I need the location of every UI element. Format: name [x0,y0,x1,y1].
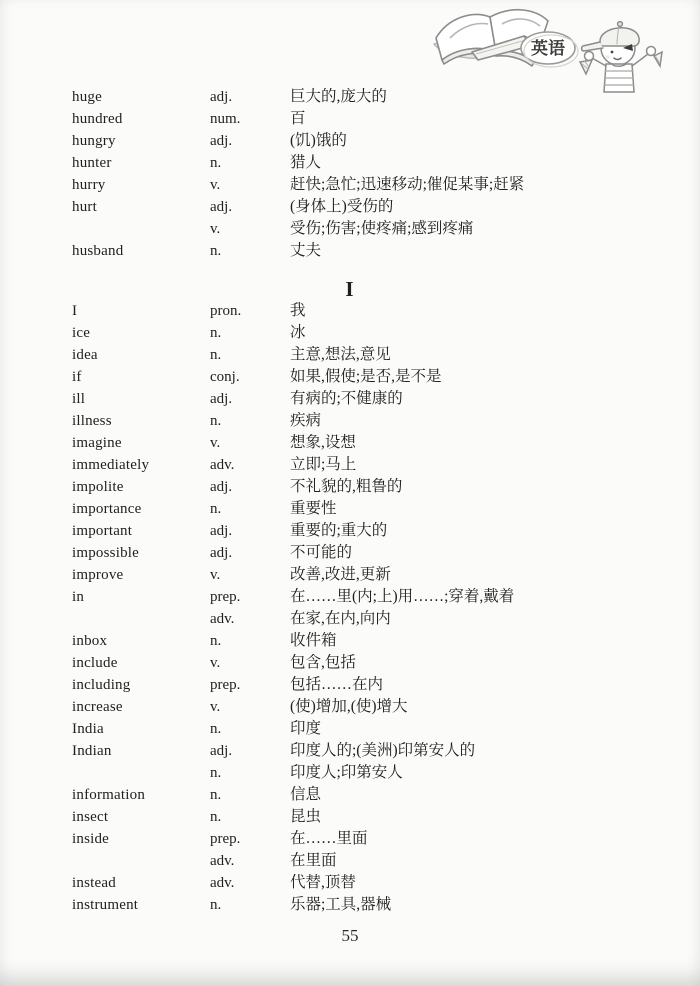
entry-definition: 在家,在内,向内 [290,610,391,627]
entry-definition: 疾病 [290,412,322,429]
entry-definition: 猎人 [290,154,322,171]
vocab-entry-row [0,432,700,454]
entry-definition: 改善,改进,更新 [290,566,391,583]
entry-word: increase [72,699,123,715]
vocab-entry-row [0,86,700,108]
entry-word: information [72,787,146,803]
entry-word: imagine [72,435,122,451]
entry-pos: prep. [210,831,241,847]
entry-word: ice [72,325,91,341]
vocab-entry-row [0,542,700,564]
vocab-entry-row [0,218,700,240]
vocab-entry-row [0,174,700,196]
entry-definition: 在里面 [290,852,337,869]
subject-badge-label: 英语 [531,39,565,58]
entry-word: instead [72,875,116,891]
entry-word: illness [72,413,112,429]
entry-word: India [72,721,104,737]
entry-word [72,608,210,630]
entry-word: instrument [72,897,139,913]
entry-definition: 不可能的 [290,544,353,561]
entry-word: I [72,303,78,319]
cartoon-boy-icon [580,22,662,92]
entry-pos: v. [210,221,221,237]
entry-definition: 在……里(内;上)用……;穿着,戴着 [290,588,515,605]
entry-definition: 冰 [290,324,306,341]
vocab-entry-row [0,850,700,872]
entry-pos: n. [210,633,222,649]
entry-word: if [72,369,82,385]
entry-pos: n. [210,325,222,341]
entry-word: including [72,677,131,693]
entry-definition: (使)增加,(使)增大 [290,698,408,715]
vocab-entry-row [0,696,700,718]
entry-word: hurry [72,177,106,193]
entry-definition: 丈夫 [290,242,322,259]
vocab-entry-row [0,740,700,762]
vocab-entry-row [0,388,700,410]
entry-pos: adv. [210,611,235,627]
vocab-entry-row [0,410,700,432]
vocab-entry-row [0,300,700,322]
vocab-entry-row [0,196,700,218]
entry-word: impossible [72,545,140,561]
vocab-entry-row [0,630,700,652]
entry-word: improve [72,567,124,583]
vocab-entry-row [0,674,700,696]
entry-word: husband [72,243,124,259]
vocab-entry-row [0,718,700,740]
vocab-entry-row [0,108,700,130]
vocab-entry-row [0,152,700,174]
entry-word [72,762,210,784]
entry-pos: v. [210,435,221,451]
entry-definition: 重要的;重大的 [290,522,388,539]
entry-pos: n. [210,721,222,737]
entry-pos: prep. [210,589,241,605]
vocab-entry-row [0,784,700,806]
entry-definition: 有病的;不健康的 [290,390,403,407]
entry-pos: conj. [210,369,240,385]
entry-word [72,850,210,872]
entry-pos: v. [210,699,221,715]
vocab-entry-row [0,344,700,366]
header-art-canvas [420,0,686,98]
entry-definition: 收件箱 [290,632,337,649]
entry-word: idea [72,347,98,363]
entry-definition: (身体上)受伤的 [290,198,394,215]
entry-definition: 赶快;急忙;迅速移动;催促某事;赶紧 [290,176,525,193]
entry-pos: adj. [210,479,233,495]
entry-pos: v. [210,567,221,583]
entry-pos: num. [210,111,241,127]
entry-word: include [72,655,118,671]
entry-pos: prep. [210,677,241,693]
entry-pos: n. [210,809,222,825]
entry-definition: (饥)饿的 [290,132,347,149]
entry-word: huge [72,89,102,105]
entry-definition: 在……里面 [290,830,368,847]
vocab-entry-row [0,652,700,674]
entry-definition: 印度 [290,720,322,737]
entry-definition: 想象,设想 [290,434,356,451]
entry-word: insect [72,809,109,825]
entry-definition: 乐器;工具,器械 [290,896,392,913]
entry-definition: 百 [290,110,306,127]
entry-pos: n. [210,897,222,913]
entry-word: inbox [72,633,108,649]
entry-definition: 包括……在内 [290,676,384,693]
vocab-entry-row [0,586,700,608]
entry-definition: 如果,假使;是否,是不是 [290,368,442,385]
entry-pos: adj. [210,545,233,561]
entry-word: importance [72,501,142,517]
entry-pos: adj. [210,133,233,149]
entry-word: ill [72,391,86,407]
vocab-entry-row [0,322,700,344]
entry-definition: 昆虫 [290,808,322,825]
vocab-entry-row [0,130,700,152]
entry-pos: n. [210,347,222,363]
entry-word: hunter [72,155,112,171]
entry-definition: 代替,顶替 [290,874,356,891]
vocab-entry-row [0,806,700,828]
entry-word: immediately [72,457,150,473]
entry-definition: 受伤;伤害;使疼痛;感到疼痛 [290,220,474,237]
entry-pos: n. [210,765,222,781]
entry-word: impolite [72,479,124,495]
entry-pos: v. [210,177,221,193]
entry-pos: adv. [210,875,235,891]
vocab-entry-row [0,240,700,262]
entry-word [72,218,210,240]
entry-pos: adv. [210,853,235,869]
entry-definition: 印度人;印第安人 [290,764,403,781]
entry-definition: 印度人的;(美洲)印第安人的 [290,742,476,759]
vocab-entry-row [0,476,700,498]
entry-word: Indian [72,743,112,759]
vocab-entry-row [0,454,700,476]
entry-pos: adj. [210,743,233,759]
vocab-entry-row [0,872,700,894]
vocab-entry-row [0,498,700,520]
entry-pos: adj. [210,523,233,539]
entry-pos: n. [210,787,222,803]
entry-definition: 不礼貌的,粗鲁的 [290,478,403,495]
vocab-entry-row [0,366,700,388]
entry-definition: 信息 [290,786,322,803]
entry-pos: n. [210,155,222,171]
entry-definition: 包含,包括 [290,654,356,671]
entry-definition: 主意,想法,意见 [290,346,391,363]
entry-pos: adj. [210,391,233,407]
entry-pos: adj. [210,89,233,105]
vocab-entry-row [0,828,700,850]
entry-pos: adj. [210,199,233,215]
header-decoration [420,0,686,98]
entry-pos: n. [210,501,222,517]
entry-pos: adv. [210,457,235,473]
vocab-entry-row [0,762,700,784]
entry-definition: 巨大的,庞大的 [290,88,387,105]
entry-definition: 重要性 [290,500,337,517]
section-header: I [345,277,355,301]
vocab-entry-row [0,608,700,630]
entry-word: inside [72,831,110,847]
vocab-entry-row [0,564,700,586]
entry-word: in [72,589,85,605]
vocab-entry-row [0,520,700,542]
entry-word: important [72,523,133,539]
vocab-entry-row [0,894,700,916]
entry-pos: n. [210,243,222,259]
entry-pos: v. [210,655,221,671]
entry-pos: n. [210,413,222,429]
entry-definition: 立即;马上 [290,456,357,473]
page-number: 55 [341,926,359,945]
entry-word: hungry [72,133,116,149]
vocabulary-list [0,86,700,916]
entry-pos: pron. [210,303,242,319]
entry-word: hurt [72,199,97,215]
entry-definition: 我 [290,302,306,319]
entry-word: hundred [72,111,123,127]
